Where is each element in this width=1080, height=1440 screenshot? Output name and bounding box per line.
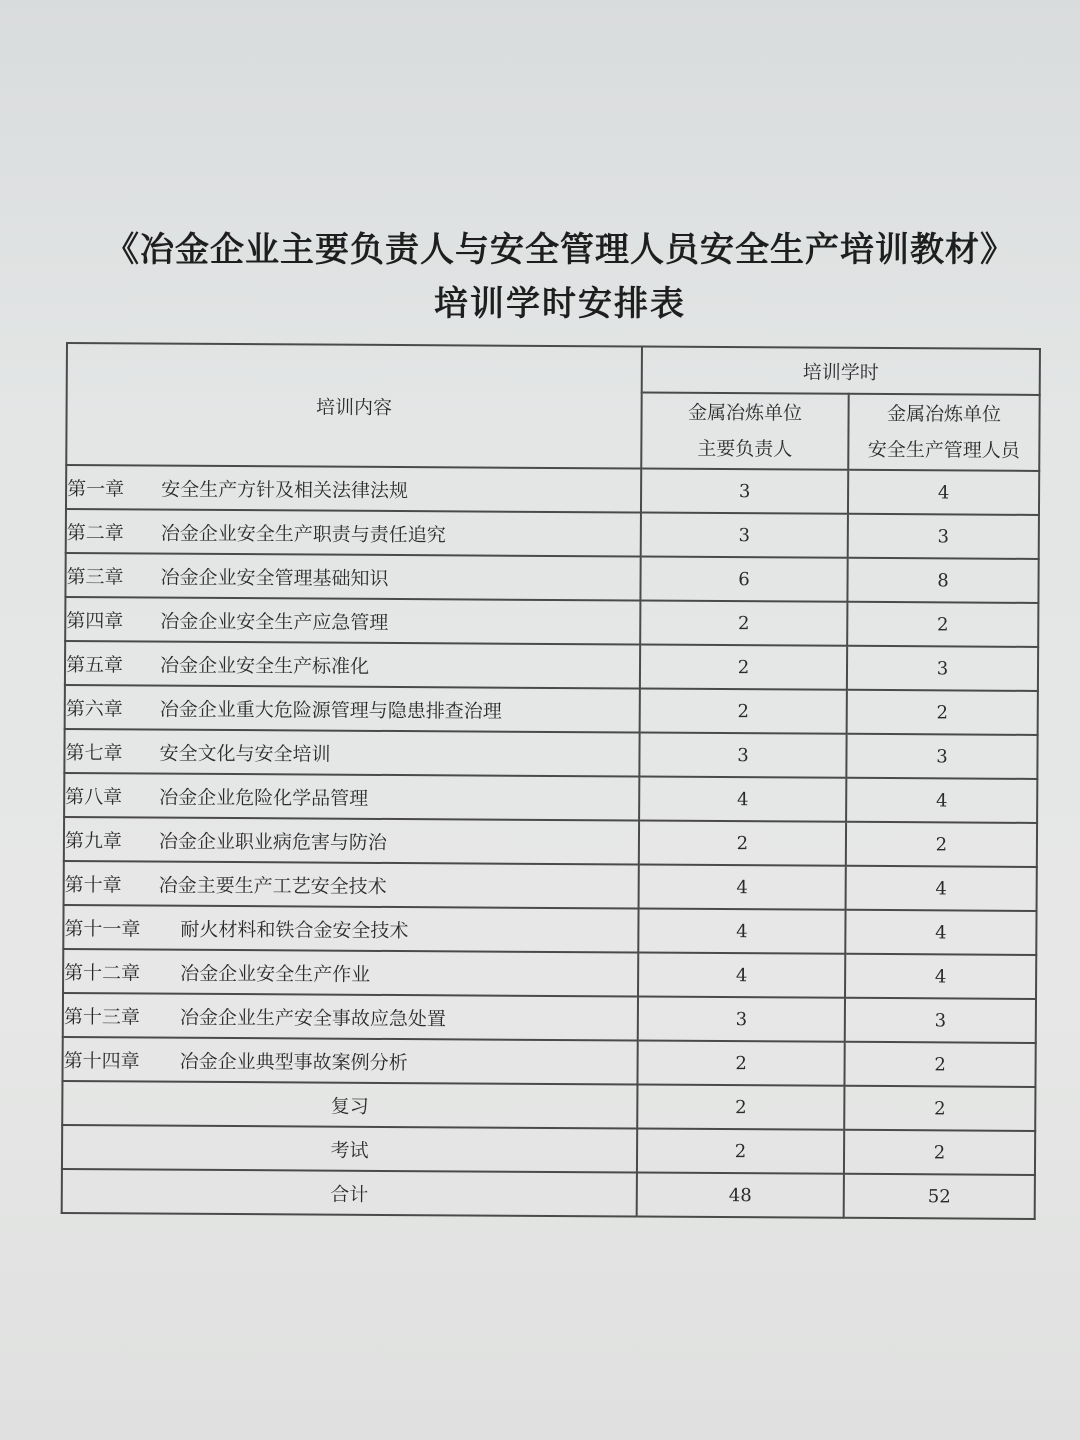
chapter-number: 第四章: [66, 609, 124, 632]
chapter-number: 第五章: [65, 653, 124, 676]
hours-safety-manager: 2: [844, 1042, 1035, 1087]
total-row: [62, 1169, 1035, 1219]
header-safety-manager-line1: 金属冶炼单位: [886, 403, 1002, 426]
chapter-number: 第九章: [64, 829, 123, 852]
header-principal-line2: 主要负责人: [697, 437, 793, 461]
table-row: [65, 553, 1038, 603]
hours-principal: 2: [640, 689, 847, 734]
table-row: [63, 993, 1036, 1043]
chapter-title: 冶金企业危险化学品管理: [159, 786, 369, 810]
table-row: [62, 1037, 1035, 1087]
header-safety-manager: [848, 394, 1039, 471]
header-safety-manager-line2: 安全生产管理人员: [867, 438, 1020, 462]
chapter-number: 第十四章: [63, 1049, 140, 1072]
hours-principal: 2: [637, 1041, 844, 1086]
hours-safety-manager: 2: [844, 1086, 1035, 1131]
chapter-number: 第六章: [65, 697, 123, 720]
chapter-number: 第十二章: [64, 961, 141, 984]
table-row: [63, 949, 1036, 999]
hours-safety-manager: 4: [846, 778, 1037, 823]
header-principal: [641, 393, 848, 470]
hours-principal: 3: [641, 513, 848, 558]
chapter-title: 耐火材料和铁合金安全技术: [180, 918, 409, 942]
hours-principal: 3: [639, 733, 846, 778]
table-row: [64, 773, 1037, 823]
hours-safety-manager: 2: [847, 602, 1038, 647]
hours-safety-manager: 4: [846, 866, 1037, 911]
table-row: [64, 861, 1037, 911]
exam-label: 考试: [62, 1125, 637, 1173]
chapter-title: 冶金企业安全生产应急管理: [160, 610, 389, 634]
page-subtitle: 培训学时安排表: [434, 284, 686, 324]
chapter-title: 安全生产方针及相关法律法规: [161, 478, 409, 502]
chapter-title: 冶金企业安全生产标准化: [159, 654, 370, 678]
hours-principal: 6: [640, 557, 847, 602]
header-principal-line1: 金属冶炼单位: [687, 401, 803, 425]
chapter-number: 第十三章: [63, 1005, 140, 1028]
hours-safety-manager: 3: [848, 514, 1039, 559]
chapter-title: 冶金企业典型事故案例分析: [179, 1050, 408, 1074]
hours-safety-manager: 4: [845, 954, 1036, 999]
table-row: [66, 509, 1039, 559]
hours-safety-manager: 2: [847, 690, 1038, 735]
total-label: 合计: [62, 1169, 637, 1217]
table-row: [66, 465, 1039, 515]
hours-principal: 2: [637, 1085, 844, 1130]
hours-safety-manager: 3: [846, 734, 1037, 779]
hours-safety-manager: 8: [847, 558, 1038, 603]
review-row: [62, 1081, 1035, 1131]
table-row: [65, 685, 1038, 735]
header-training-content: 培训内容: [66, 343, 642, 469]
hours-principal: 4: [638, 953, 845, 998]
hours-safety-manager: 2: [846, 822, 1037, 867]
header-training-hours: 培训学时: [642, 347, 1040, 395]
chapter-number: 第三章: [66, 565, 124, 588]
chapter-number: 第十章: [64, 873, 122, 896]
table-row: [65, 641, 1038, 691]
chapter-title: 冶金企业职业病危害与防治: [158, 830, 388, 854]
chapter-title: 冶金企业重大危险源管理与隐患排查治理: [159, 698, 502, 723]
hours-principal: 3: [641, 469, 848, 514]
chapter-number: 第一章: [67, 477, 125, 500]
chapter-number: 第二章: [66, 521, 124, 544]
hours-safety-manager: 2: [844, 1130, 1035, 1175]
page-title: 《冶金企业主要负责人与安全管理人员安全生产培训教材》: [105, 230, 1015, 270]
chapter-title: 冶金企业生产安全事故应急处置: [179, 1006, 446, 1030]
table-row: [64, 817, 1037, 867]
total-hours-safety-manager: 52: [844, 1174, 1035, 1219]
hours-safety-manager: 3: [845, 998, 1036, 1043]
chapter-number: 第八章: [65, 785, 123, 808]
table-row: [63, 905, 1036, 955]
hours-safety-manager: 4: [845, 910, 1036, 955]
hours-principal: 4: [639, 777, 846, 822]
total-hours-principal: 48: [637, 1173, 844, 1218]
hours-principal: 2: [637, 1129, 844, 1174]
hours-principal: 2: [640, 601, 847, 646]
table-row: [64, 729, 1037, 779]
hours-principal: 3: [638, 997, 845, 1042]
hours-principal: 2: [639, 821, 846, 866]
chapter-number: 第十一章: [64, 917, 141, 940]
hours-principal: 4: [638, 909, 845, 954]
chapter-title: 冶金主要生产工艺安全技术: [158, 874, 387, 898]
hours-principal: 4: [639, 865, 846, 910]
hours-principal: 2: [640, 645, 847, 690]
chapter-title: 冶金企业安全管理基础知识: [160, 566, 389, 590]
chapter-title: 冶金企业安全生产职责与责任追究: [160, 522, 446, 546]
exam-row: [62, 1125, 1035, 1175]
hours-safety-manager: 4: [848, 470, 1039, 515]
chapter-number: 第七章: [65, 741, 123, 764]
table-row: [65, 597, 1038, 647]
chapter-title: 安全文化与安全培训: [159, 742, 331, 766]
hours-safety-manager: 3: [847, 646, 1038, 691]
training-hours-table: [61, 342, 1041, 1220]
review-label: 复习: [62, 1081, 637, 1129]
chapter-title: 冶金企业安全生产作业: [180, 962, 371, 986]
